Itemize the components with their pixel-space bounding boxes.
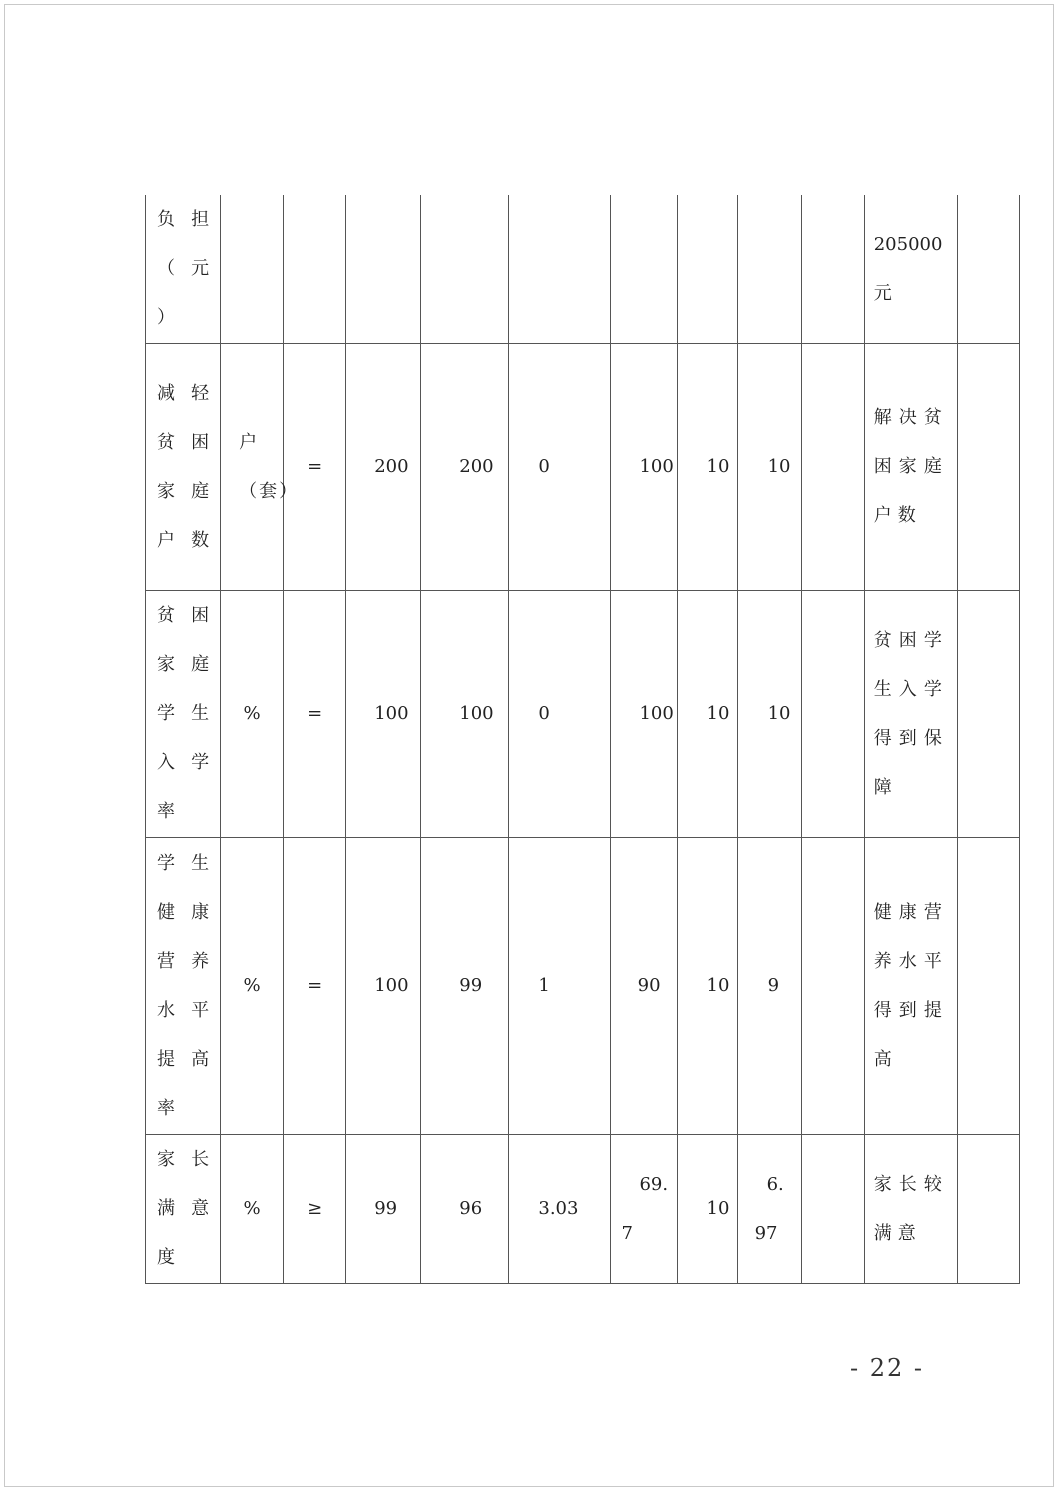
indicator-name-cell: 减轻贫困家庭户数 (146, 343, 221, 590)
operator-cell: = (284, 837, 346, 1134)
unit-cell: % (221, 590, 284, 837)
target-value-cell: 200 (346, 343, 421, 590)
completion-rate-cell: 100 (611, 343, 677, 590)
note-cell: 健康营养水平得到提高 (864, 837, 957, 1134)
operator-cell (284, 195, 346, 343)
operator-cell: = (284, 343, 346, 590)
note-cell: 家长较满意 (864, 1134, 957, 1283)
indicator-name-cell: 学生健康营养水平提高率 (146, 837, 221, 1134)
empty-cell (957, 837, 1019, 1134)
actual-value-cell (421, 195, 509, 343)
score-cell: 9 (737, 837, 801, 1134)
note-cell: 205000元 (864, 195, 957, 343)
completion-rate-cell (611, 195, 677, 343)
actual-value-cell: 96 (421, 1134, 509, 1283)
weight-cell: 10 (677, 590, 737, 837)
blank-cell (801, 195, 864, 343)
table-row (146, 1134, 1020, 1283)
weight-cell: 10 (677, 1134, 737, 1283)
table-row (146, 590, 1020, 837)
unit-cell: % (221, 837, 284, 1134)
completion-rate-cell: 90 (611, 837, 677, 1134)
deviation-cell (509, 195, 611, 343)
weight-cell: 10 (677, 343, 737, 590)
actual-value-cell: 99 (421, 837, 509, 1134)
blank-cell (801, 590, 864, 837)
actual-value-cell: 200 (421, 343, 509, 590)
unit-cell (221, 195, 284, 343)
weight-cell (677, 195, 737, 343)
note-cell: 贫困学生入学得到保障 (864, 590, 957, 837)
unit-cell: % (221, 1134, 284, 1283)
empty-cell (957, 195, 1019, 343)
target-value-cell: 100 (346, 590, 421, 837)
document-page (4, 4, 1054, 1487)
score-cell: 6.97 (737, 1134, 801, 1283)
empty-cell (957, 343, 1019, 590)
table-row (146, 837, 1020, 1134)
deviation-cell: 1 (509, 837, 611, 1134)
weight-cell: 10 (677, 837, 737, 1134)
score-cell: 10 (737, 343, 801, 590)
score-cell: 10 (737, 590, 801, 837)
performance-table (145, 195, 1020, 1284)
table-row (146, 343, 1020, 590)
target-value-cell: 100 (346, 837, 421, 1134)
score-cell (737, 195, 801, 343)
deviation-cell: 0 (509, 343, 611, 590)
completion-rate-cell: 69.7 (611, 1134, 677, 1283)
empty-cell (957, 1134, 1019, 1283)
blank-cell (801, 1134, 864, 1283)
indicator-name-cell: 贫困家庭学生入学率 (146, 590, 221, 837)
indicator-name-cell: 家长满意度 (146, 1134, 221, 1283)
page-number: - 22 - (850, 1354, 925, 1382)
blank-cell (801, 343, 864, 590)
operator-cell: ≥ (284, 1134, 346, 1283)
target-value-cell: 99 (346, 1134, 421, 1283)
target-value-cell (346, 195, 421, 343)
completion-rate-cell: 100 (611, 590, 677, 837)
operator-cell: = (284, 590, 346, 837)
note-cell: 解决贫困家庭户数 (864, 343, 957, 590)
deviation-cell: 0 (509, 590, 611, 837)
table-row (146, 195, 1020, 343)
indicator-name-cell: 负 担 （ 元 ） (146, 195, 221, 343)
unit-cell: 户（套） (221, 343, 284, 590)
deviation-cell: 3.03 (509, 1134, 611, 1283)
blank-cell (801, 837, 864, 1134)
actual-value-cell: 100 (421, 590, 509, 837)
empty-cell (957, 590, 1019, 837)
